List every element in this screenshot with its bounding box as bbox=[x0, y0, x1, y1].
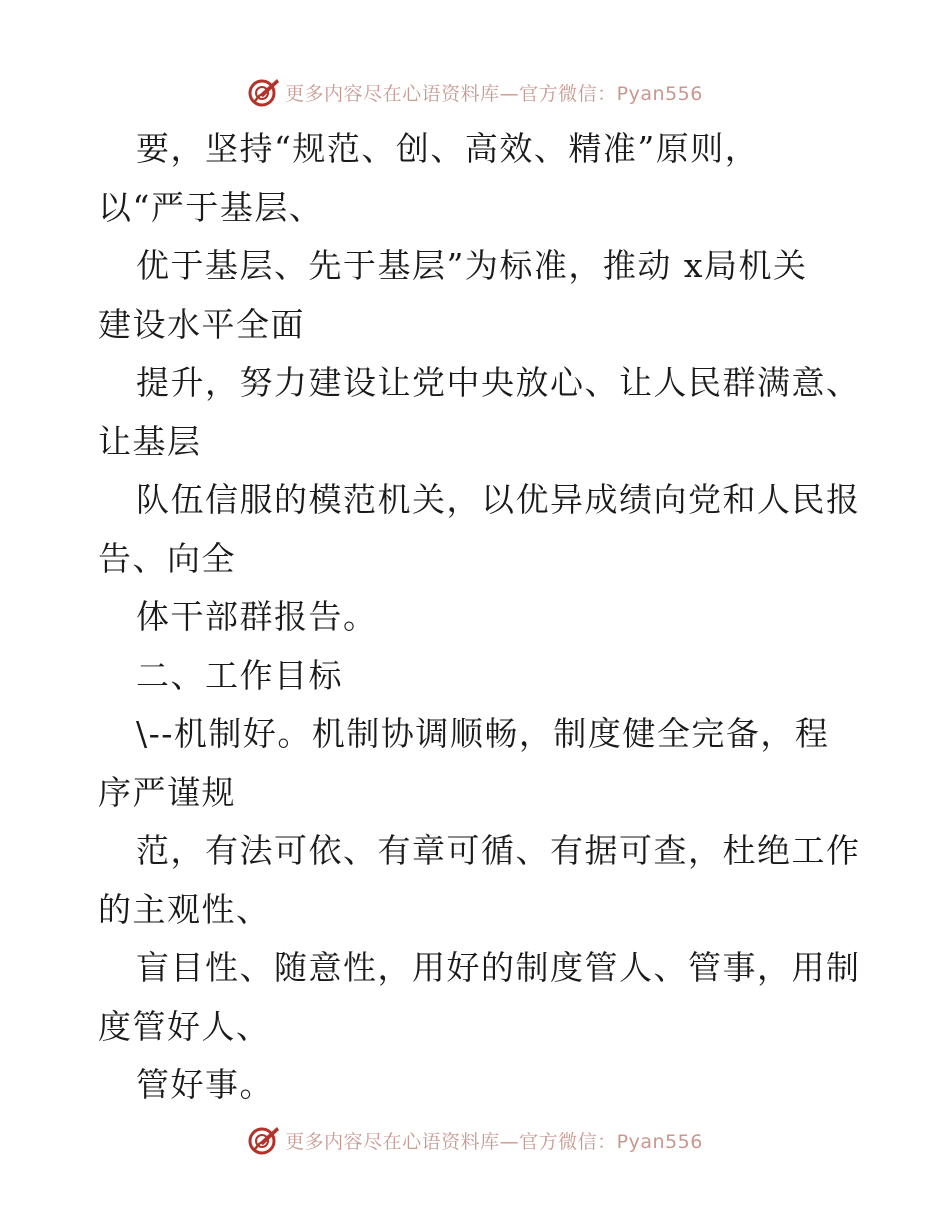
text-line: 管好事。 bbox=[136, 1065, 274, 1104]
text-line: 提升，努力建设让党中央放心、让人民群满意、 bbox=[136, 363, 861, 402]
text-line: 队伍信服的模范机关，以优异成绩向党和人民报 bbox=[136, 480, 861, 519]
text-line: 序严谨规 bbox=[98, 772, 236, 812]
text-line: 要，坚持“规范、创、高效、精准”原则， bbox=[136, 129, 760, 168]
library-logo-icon bbox=[247, 1123, 281, 1157]
header-banner bbox=[0, 72, 950, 112]
footer-banner-text: 更多内容尽在心语资料库—官方微信：Pyan556 bbox=[285, 1130, 703, 1153]
text-line: 的主观性、 bbox=[98, 889, 271, 929]
header-banner-text: 更多内容尽在心语资料库—官方微信：Pyan556 bbox=[285, 82, 703, 105]
text-line: 范，有法可依、有章可循、有据可查，杜绝工作 bbox=[136, 831, 861, 870]
text-line: 让基层 bbox=[98, 421, 202, 461]
text-line: 体干部群报告。 bbox=[136, 597, 378, 636]
text-line: 告、向全 bbox=[98, 538, 236, 578]
text-line: 优于基层、先于基层”为标准，推动 x局机关 bbox=[136, 246, 808, 285]
footer-banner bbox=[0, 1120, 950, 1160]
text-line: 度管好人、 bbox=[98, 1006, 271, 1046]
text-line: 以“严于基层、 bbox=[98, 187, 324, 227]
section-heading: 二、工作目标 bbox=[136, 655, 343, 695]
text-line: 建设水平全面 bbox=[98, 304, 305, 344]
text-line: \--机制好。机制协调顺畅，制度健全完备，程 bbox=[136, 714, 830, 753]
library-logo-icon bbox=[247, 75, 281, 109]
text-line: 盲目性、随意性，用好的制度管人、管事，用制 bbox=[136, 948, 861, 987]
document-body bbox=[98, 120, 861, 1115]
